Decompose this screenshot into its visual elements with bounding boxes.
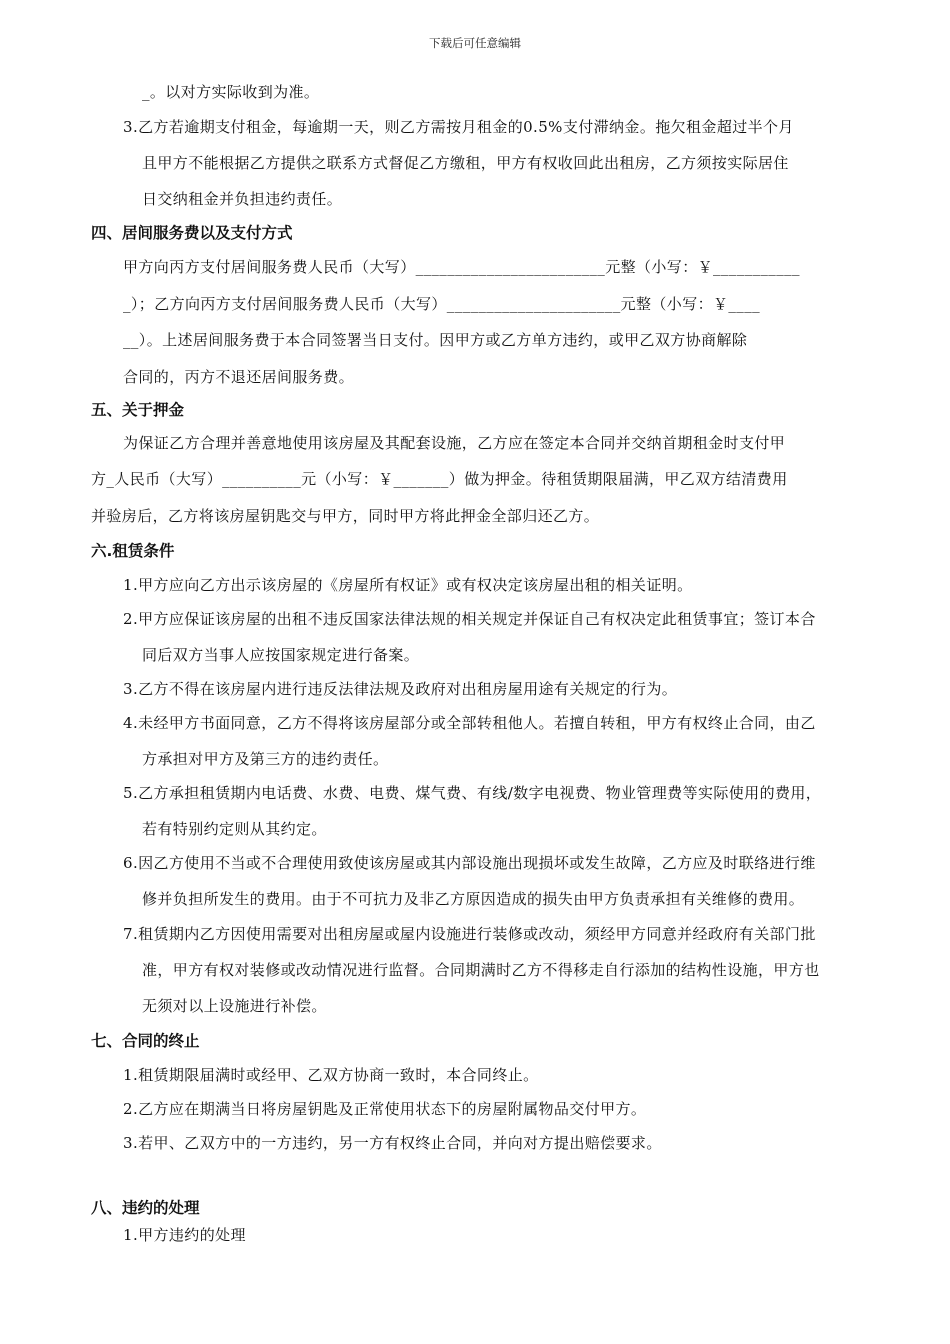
- list-item: 准，甲方有权对装修或改动情况进行监督。合同期满时乙方不得移走自行添加的结构性设施，甲方也: [142, 961, 820, 979]
- paragraph-line: 3.乙方若逾期支付租金，每逾期一天，则乙方需按月租金的0.5%支付滞纳金。拖欠租金超过半个月: [123, 118, 794, 136]
- section-heading: 八、违约的处理: [91, 1199, 200, 1217]
- paragraph-line: 为保证乙方合理并善意地使用该房屋及其配套设施，乙方应在签定本合同并交纳首期租金时支付甲: [123, 434, 786, 452]
- list-item: 2.甲方应保证该房屋的出租不违反国家法律法规的相关规定并保证自己有权决定此租赁事宜；签订本合: [123, 610, 816, 628]
- list-item: 4.未经甲方书面同意，乙方不得将该房屋部分或全部转租他人。若擅自转租，甲方有权终止合同，由乙: [123, 714, 816, 732]
- paragraph-line: 合同的，丙方不退还居间服务费。: [123, 368, 355, 386]
- section-heading: 六.租赁条件: [91, 542, 175, 560]
- list-item: 无须对以上设施进行补偿。: [142, 997, 327, 1015]
- list-item: 2.乙方应在期满当日将房屋钥匙及正常使用状态下的房屋附属物品交付甲方。: [123, 1100, 647, 1118]
- list-item: 同后双方当事人应按国家规定进行备案。: [142, 646, 420, 664]
- list-item: 修并负担所发生的费用。由于不可抗力及非乙方原因造成的损失由甲方负责承担有关维修的费用。: [142, 890, 805, 908]
- list-item: 1.甲方应向乙方出示该房屋的《房屋所有权证》或有权决定该房屋出租的相关证明。: [123, 576, 693, 594]
- paragraph-line: 甲方向丙方支付居间服务费人民币（大写）________________________元整（小写：￥___________: [123, 258, 800, 276]
- list-item: 5.乙方承担租赁期内电话费、水费、电费、煤气费、有线/数字电视费、物业管理费等实际使用的费用，: [123, 784, 822, 802]
- paragraph-line: 方_人民币（大写）__________元（小写：￥_______）做为押金。待租赁期限届满，甲乙双方结清费用: [91, 470, 788, 488]
- paragraph-line: __）。上述居间服务费于本合同签署当日支付。因甲方或乙方单方违约，或甲乙双方协商解除: [123, 331, 748, 349]
- paragraph-line: 日交纳租金并负担违约责任。: [142, 190, 343, 208]
- list-item: 7.租赁期内乙方因使用需要对出租房屋或屋内设施进行装修或改动，须经甲方同意并经政府有关部门批: [123, 925, 816, 943]
- paragraph-line: _。以对方实际收到为准。: [142, 83, 320, 101]
- section-heading: 七、合同的终止: [91, 1032, 200, 1050]
- page-header: 下载后可任意编辑: [429, 36, 521, 50]
- list-item: 1.甲方违约的处理: [123, 1226, 246, 1244]
- section-heading: 四、居间服务费以及支付方式: [91, 224, 293, 242]
- paragraph-line: 且甲方不能根据乙方提供之联系方式督促乙方缴租，甲方有权收回此出租房，乙方须按实际居住: [142, 154, 789, 172]
- section-heading: 五、关于押金: [91, 401, 185, 419]
- list-item: 1.租赁期限届满时或经甲、乙双方协商一致时，本合同终止。: [123, 1066, 539, 1084]
- paragraph-line: _）；乙方向丙方支付居间服务费人民币（大写）______________________元整（小写：￥____: [123, 295, 761, 313]
- list-item: 若有特别约定则从其约定。: [142, 820, 327, 838]
- list-item: 6.因乙方使用不当或不合理使用致使该房屋或其内部设施出现损坏或发生故障，乙方应及时联络进行维: [123, 854, 816, 872]
- list-item: 3.乙方不得在该房屋内进行违反法律法规及政府对出租房屋用途有关规定的行为。: [123, 680, 678, 698]
- paragraph-line: 并验房后，乙方将该房屋钥匙交与甲方，同时甲方将此押金全部归还乙方。: [91, 507, 600, 525]
- list-item: 3.若甲、乙双方中的一方违约，另一方有权终止合同，并向对方提出赔偿要求。: [123, 1134, 662, 1152]
- list-item: 方承担对甲方及第三方的违约责任。: [142, 750, 389, 768]
